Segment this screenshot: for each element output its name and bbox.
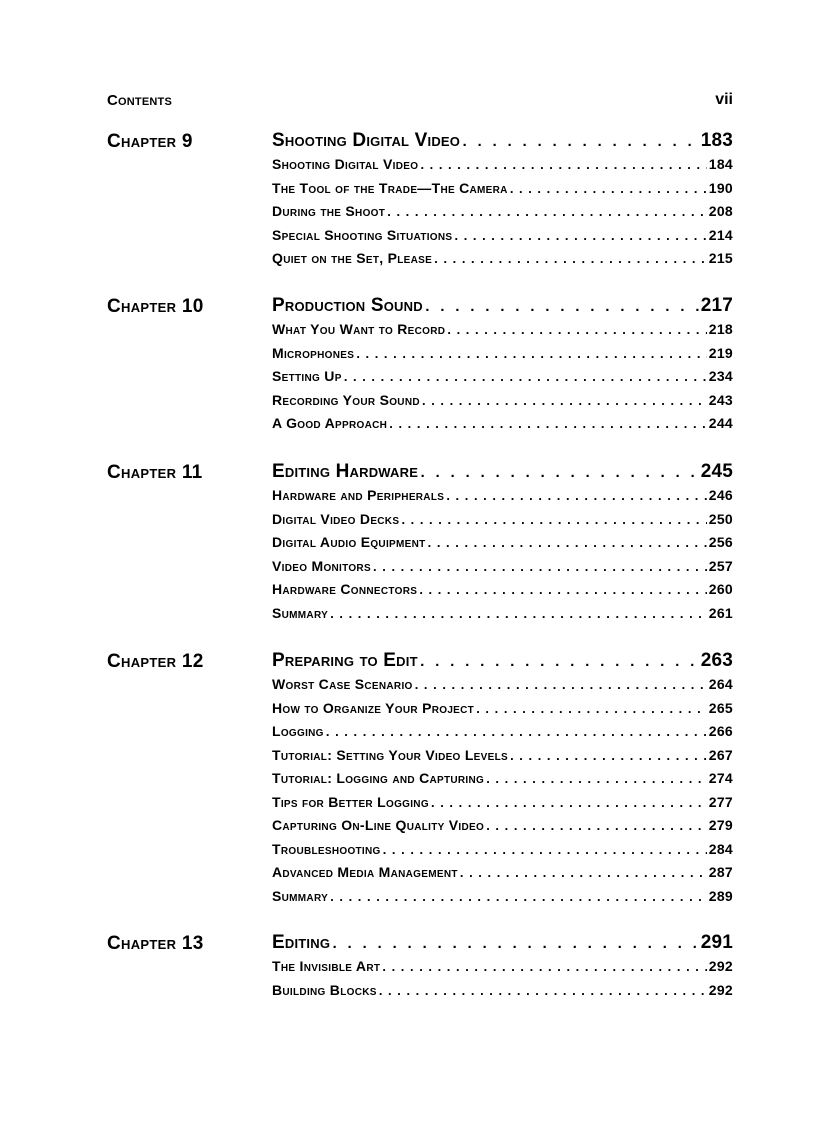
section-entry-title: Hardware Connectors [272, 581, 418, 597]
dot-leader [508, 182, 707, 197]
dot-leader [387, 417, 707, 432]
section-entry[interactable] [272, 321, 733, 345]
section-entry-page: 260 [708, 581, 733, 597]
section-entry-page: 267 [708, 746, 733, 763]
section-entry-title: Summary [272, 604, 329, 621]
dot-leader [328, 607, 707, 622]
dot-leader [458, 866, 707, 881]
chapter-label: Chapter 12 [107, 651, 204, 672]
section-entry[interactable] [272, 558, 733, 582]
chapter-title-entry[interactable] [272, 650, 733, 676]
section-entry-page: 257 [708, 557, 733, 574]
section-entry-page: 292 [708, 981, 733, 998]
dot-leader [342, 370, 707, 385]
section-entry-page: 208 [708, 203, 733, 219]
section-entry-page: 243 [708, 391, 733, 408]
dot-leader [418, 158, 706, 173]
section-entry[interactable] [272, 982, 733, 1006]
section-entry-title: Summary [272, 887, 329, 904]
section-entry-title: A Good Approach [272, 415, 388, 431]
section-entry-title: How to Organize Your Project [272, 699, 475, 716]
chapter-entries [272, 130, 733, 274]
section-entry-title: What You Want to Record [272, 321, 446, 337]
section-entry-page: 279 [708, 817, 733, 833]
chapter-entries [272, 932, 733, 1005]
section-entry-page: 292 [708, 958, 733, 974]
section-entry-page: 287 [708, 864, 733, 880]
section-entry[interactable] [272, 250, 733, 274]
dot-leader [417, 583, 707, 598]
section-entry[interactable] [272, 676, 733, 700]
section-entry-page: 284 [708, 840, 733, 857]
section-entry[interactable] [272, 345, 733, 369]
section-entry[interactable] [272, 203, 733, 227]
dot-leader [423, 299, 699, 316]
section-entry-page: 214 [708, 226, 733, 243]
chapter-title-entry-page: 263 [700, 650, 733, 671]
dot-leader [377, 984, 707, 999]
chapter-title-entry-title: Editing Hardware [272, 461, 419, 482]
section-entry[interactable] [272, 534, 733, 558]
chapter-entries [272, 295, 733, 439]
chapter-label: Chapter 10 [107, 296, 204, 317]
chapter-title-entry-title: Shooting Digital Video [272, 130, 461, 151]
section-entry-page: 250 [708, 510, 733, 527]
chapter-title-entry-title: Editing [272, 932, 331, 953]
dot-leader [328, 890, 707, 905]
running-head [107, 92, 733, 112]
chapter-title-entry-page: 183 [700, 130, 733, 151]
section-entry-title: Tutorial: Setting Your Video Levels [272, 746, 508, 763]
dot-leader [418, 654, 699, 671]
section-entry-title: Recording Your Sound [272, 391, 420, 408]
section-entry-title: Tips for Better Logging [272, 793, 429, 810]
section-entry-title: Logging [272, 723, 324, 739]
section-entry[interactable] [272, 864, 733, 888]
dot-leader [399, 513, 706, 528]
dot-leader [445, 323, 706, 338]
running-head-page-number: vii [715, 91, 733, 108]
section-entry-title: Special Shooting Situations [272, 226, 453, 243]
section-entry[interactable] [272, 794, 733, 818]
chapter-title-entry[interactable] [272, 295, 733, 321]
section-entry-page: 244 [708, 415, 733, 431]
dot-leader [413, 678, 707, 693]
dot-leader [484, 819, 707, 834]
section-entry-page: 266 [708, 723, 733, 739]
section-entry-page: 264 [708, 676, 733, 692]
section-entry[interactable] [272, 700, 733, 724]
section-entry-title: Troubleshooting [272, 840, 381, 857]
section-entry-title: Digital Video Decks [272, 510, 400, 527]
section-entry[interactable] [272, 747, 733, 771]
section-entry[interactable] [272, 487, 733, 511]
section-entry-page: 289 [708, 887, 733, 904]
section-entry[interactable] [272, 227, 733, 251]
section-entry[interactable] [272, 723, 733, 747]
section-entry-title: During the Shoot [272, 203, 386, 219]
dot-leader [432, 252, 707, 267]
section-entry-page: 256 [708, 534, 733, 550]
section-entry[interactable] [272, 581, 733, 605]
dot-leader [381, 843, 707, 858]
chapter-entries [272, 650, 733, 911]
chapter-title-entry[interactable] [272, 461, 733, 487]
dot-leader [418, 465, 699, 482]
dot-leader [385, 205, 707, 220]
chapter-label: Chapter 13 [107, 933, 204, 954]
chapter-title-entry[interactable] [272, 932, 733, 958]
section-entry-page: 219 [708, 344, 733, 361]
section-entry-page: 215 [708, 250, 733, 266]
section-entry-page: 274 [708, 770, 733, 786]
section-entry-title: Setting Up [272, 368, 342, 384]
section-entry[interactable] [272, 841, 733, 865]
dot-leader [371, 560, 707, 575]
section-entry[interactable] [272, 817, 733, 841]
dot-leader [324, 725, 707, 740]
chapter-title-entry-page: 245 [700, 461, 733, 482]
section-entry-title: Microphones [272, 344, 355, 361]
section-entry-title: Hardware and Peripherals [272, 487, 445, 503]
section-entry-title: The Tool of the Trade—The Camera [272, 179, 508, 196]
section-entry[interactable] [272, 392, 733, 416]
section-entry[interactable] [272, 180, 733, 204]
chapter-title-entry-title: Preparing to Edit [272, 650, 418, 671]
section-entry-title: Advanced Media Management [272, 864, 458, 880]
section-entry-title: Quiet on the Set, Please [272, 250, 433, 266]
section-entry-title: Video Monitors [272, 557, 371, 574]
chapter-label: Chapter 9 [107, 131, 193, 152]
section-entry-page: 246 [708, 487, 733, 503]
dot-leader [330, 936, 699, 953]
dot-leader [474, 702, 707, 717]
section-entry-page: 184 [708, 156, 733, 172]
chapter-title-entry[interactable] [272, 130, 733, 156]
chapter-entries [272, 461, 733, 628]
section-entry[interactable] [272, 770, 733, 794]
chapter-title-entry-page: 291 [700, 932, 733, 953]
dot-leader [444, 489, 707, 504]
section-entry-title: Capturing On-Line Quality Video [272, 817, 485, 833]
section-entry-page: 261 [708, 604, 733, 621]
section-entry[interactable] [272, 415, 733, 439]
dot-leader [508, 749, 707, 764]
dot-leader [452, 229, 706, 244]
dot-leader [460, 134, 699, 151]
dot-leader [380, 960, 706, 975]
chapter-label: Chapter 11 [107, 462, 203, 483]
chapter-title-entry-page: 217 [700, 295, 733, 316]
dot-leader [354, 347, 707, 362]
section-entry[interactable] [272, 605, 733, 629]
section-entry-title: Worst Case Scenario [272, 676, 413, 692]
section-entry[interactable] [272, 888, 733, 912]
section-entry-page: 190 [708, 179, 733, 196]
dot-leader [426, 536, 707, 551]
section-entry-title: Tutorial: Logging and Capturing [272, 770, 485, 786]
dot-leader [484, 772, 707, 787]
dot-leader [420, 394, 707, 409]
dot-leader [429, 796, 707, 811]
section-entry-page: 277 [708, 793, 733, 810]
section-entry-title: Digital Audio Equipment [272, 534, 426, 550]
section-entry[interactable] [272, 958, 733, 982]
section-entry-title: Shooting Digital Video [272, 156, 419, 172]
section-entry-title: Building Blocks [272, 981, 377, 998]
chapter-title-entry-title: Production Sound [272, 295, 423, 316]
section-entry[interactable] [272, 156, 733, 180]
section-entry-page: 234 [708, 368, 733, 384]
section-entry[interactable] [272, 511, 733, 535]
section-entry-page: 265 [708, 699, 733, 716]
section-entry-page: 218 [708, 321, 733, 337]
running-head-title: Contents [107, 92, 172, 109]
section-entry-title: The Invisible Art [272, 958, 381, 974]
section-entry[interactable] [272, 368, 733, 392]
